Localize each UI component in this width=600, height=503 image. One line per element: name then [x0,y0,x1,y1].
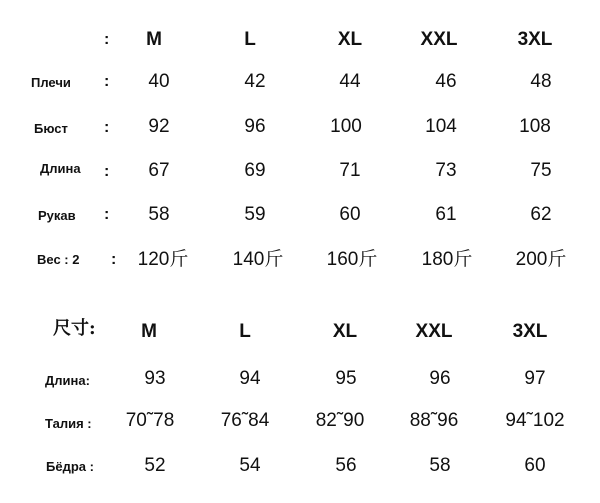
cell-xxl: 61 [435,204,457,225]
row-label: Длина [40,161,81,176]
cell-xxl: 46 [435,71,457,92]
row-colon: : [111,251,117,268]
cell-3xl: 75 [530,160,552,181]
cell-xxl: 58 [429,455,451,476]
cell-l: 76˜84 [220,410,270,431]
cell-l: 140斤 [232,249,284,270]
size-header-xl: XL [337,29,363,50]
size-header-xxl: XXL [415,321,453,342]
cell-m: 58 [148,204,170,225]
cell-m: 92 [148,116,170,137]
cell-3xl: 62 [530,204,552,225]
cell-3xl: 94˜102 [505,410,565,431]
cell-m: 52 [144,455,166,476]
cell-m: 40 [148,71,170,92]
cell-xl: 56 [335,455,357,476]
size-header-m: M [146,29,162,50]
size-header-l: L [239,321,251,342]
cell-m: 67 [148,160,170,181]
row-colon: : [104,119,110,136]
cell-xl: 95 [335,368,357,389]
row-label: Бюст [34,121,68,136]
row-label: Рукав [38,208,76,223]
size-header-m: M [141,321,157,342]
cell-xl: 60 [339,204,361,225]
size-header-3xl: 3XL [512,321,548,342]
cell-m: 70˜78 [125,410,175,431]
cell-3xl: 97 [524,368,546,389]
size-header-xl: XL [332,321,358,342]
size-header-xxl: XXL [420,29,458,50]
cell-xxl: 96 [429,368,451,389]
row-label: Талия : [45,416,92,431]
cell-xl: 71 [339,160,361,181]
row-colon: : [104,163,110,180]
cell-xxl: 104 [425,116,457,137]
cell-l: 94 [239,368,261,389]
cell-l: 42 [244,71,266,92]
row-label: Длина: [45,373,90,388]
cell-xxl: 180斤 [421,249,473,270]
cell-xl: 160斤 [326,249,378,270]
row-colon: : [104,206,110,223]
cell-xl: 82˜90 [315,410,365,431]
cell-l: 69 [244,160,266,181]
cell-3xl: 108 [519,116,551,137]
cell-l: 96 [244,116,266,137]
row-label: Плечи [31,75,71,90]
cell-m: 93 [144,368,166,389]
row-colon: : [104,73,110,90]
size-header-l: L [244,29,256,50]
size-header-label: 尺寸: [53,318,96,339]
cell-l: 59 [244,204,266,225]
cell-xxl: 73 [435,160,457,181]
row-label: Вес : 2 [37,252,80,267]
cell-m: 120斤 [137,249,189,270]
cell-3xl: 60 [524,455,546,476]
cell-3xl: 48 [530,71,552,92]
cell-l: 54 [239,455,261,476]
cell-xl: 44 [339,71,361,92]
cell-3xl: 200斤 [515,249,567,270]
cell-xxl: 88˜96 [409,410,459,431]
size-header-3xl: 3XL [517,29,553,50]
header-colon: : [104,31,110,48]
row-label: Бёдра : [46,459,94,474]
cell-xl: 100 [330,116,362,137]
